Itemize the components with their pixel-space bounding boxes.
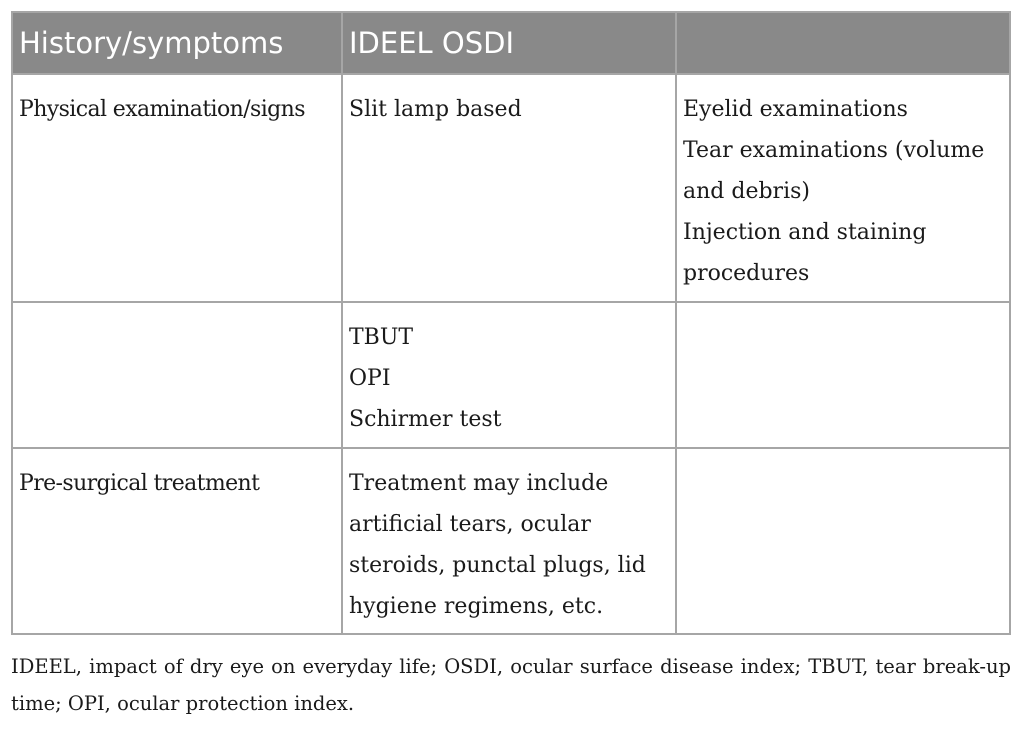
cell-tests-list: [342, 302, 676, 448]
text-line: artificial tears, ocular: [349, 512, 591, 537]
table-header-row: [12, 12, 1010, 74]
header-cell-ideel-osdi: IDEEL OSDI: [342, 12, 676, 74]
table-footnote: IDEEL, impact of dry eye on everyday life; OSDI, ocular surface disease index; TBUT, tear break-up time; OPI, ocular protection index.: [11, 655, 1011, 715]
cell-slit-lamp: Slit lamp based: [342, 74, 676, 302]
list-line: TBUT: [349, 325, 414, 350]
cell-treatment-text: [342, 448, 676, 634]
table-row: [12, 448, 1010, 634]
row-label-pre-surgical-treatment: Pre-surgical treatment: [12, 448, 342, 634]
text-line: Treatment may include: [349, 471, 609, 496]
table-row: [12, 302, 1010, 448]
list-line: Schirmer test: [349, 407, 502, 432]
data-table: [11, 11, 1011, 635]
cell-empty: [676, 448, 1010, 634]
header-cell-empty: [676, 12, 1010, 74]
list-line: Eyelid examinations: [683, 97, 908, 122]
list-line: and debris): [683, 179, 810, 204]
text-line: hygiene regimens, etc.: [349, 594, 604, 619]
text-line: steroids, punctal plugs, lid: [349, 553, 646, 578]
row-label-physical-examination: Physical examination/signs: [12, 74, 342, 302]
list-line: Injection and staining: [683, 220, 927, 245]
cell-empty: [676, 302, 1010, 448]
cell-examinations-list: [676, 74, 1010, 302]
header-cell-history-symptoms: History/symptoms: [12, 12, 342, 74]
list-line: procedures: [683, 261, 810, 286]
row-label-empty: [12, 302, 342, 448]
list-line: OPI: [349, 366, 391, 391]
list-line: Tear examinations (volume: [683, 138, 985, 163]
table-row: [12, 74, 1010, 302]
